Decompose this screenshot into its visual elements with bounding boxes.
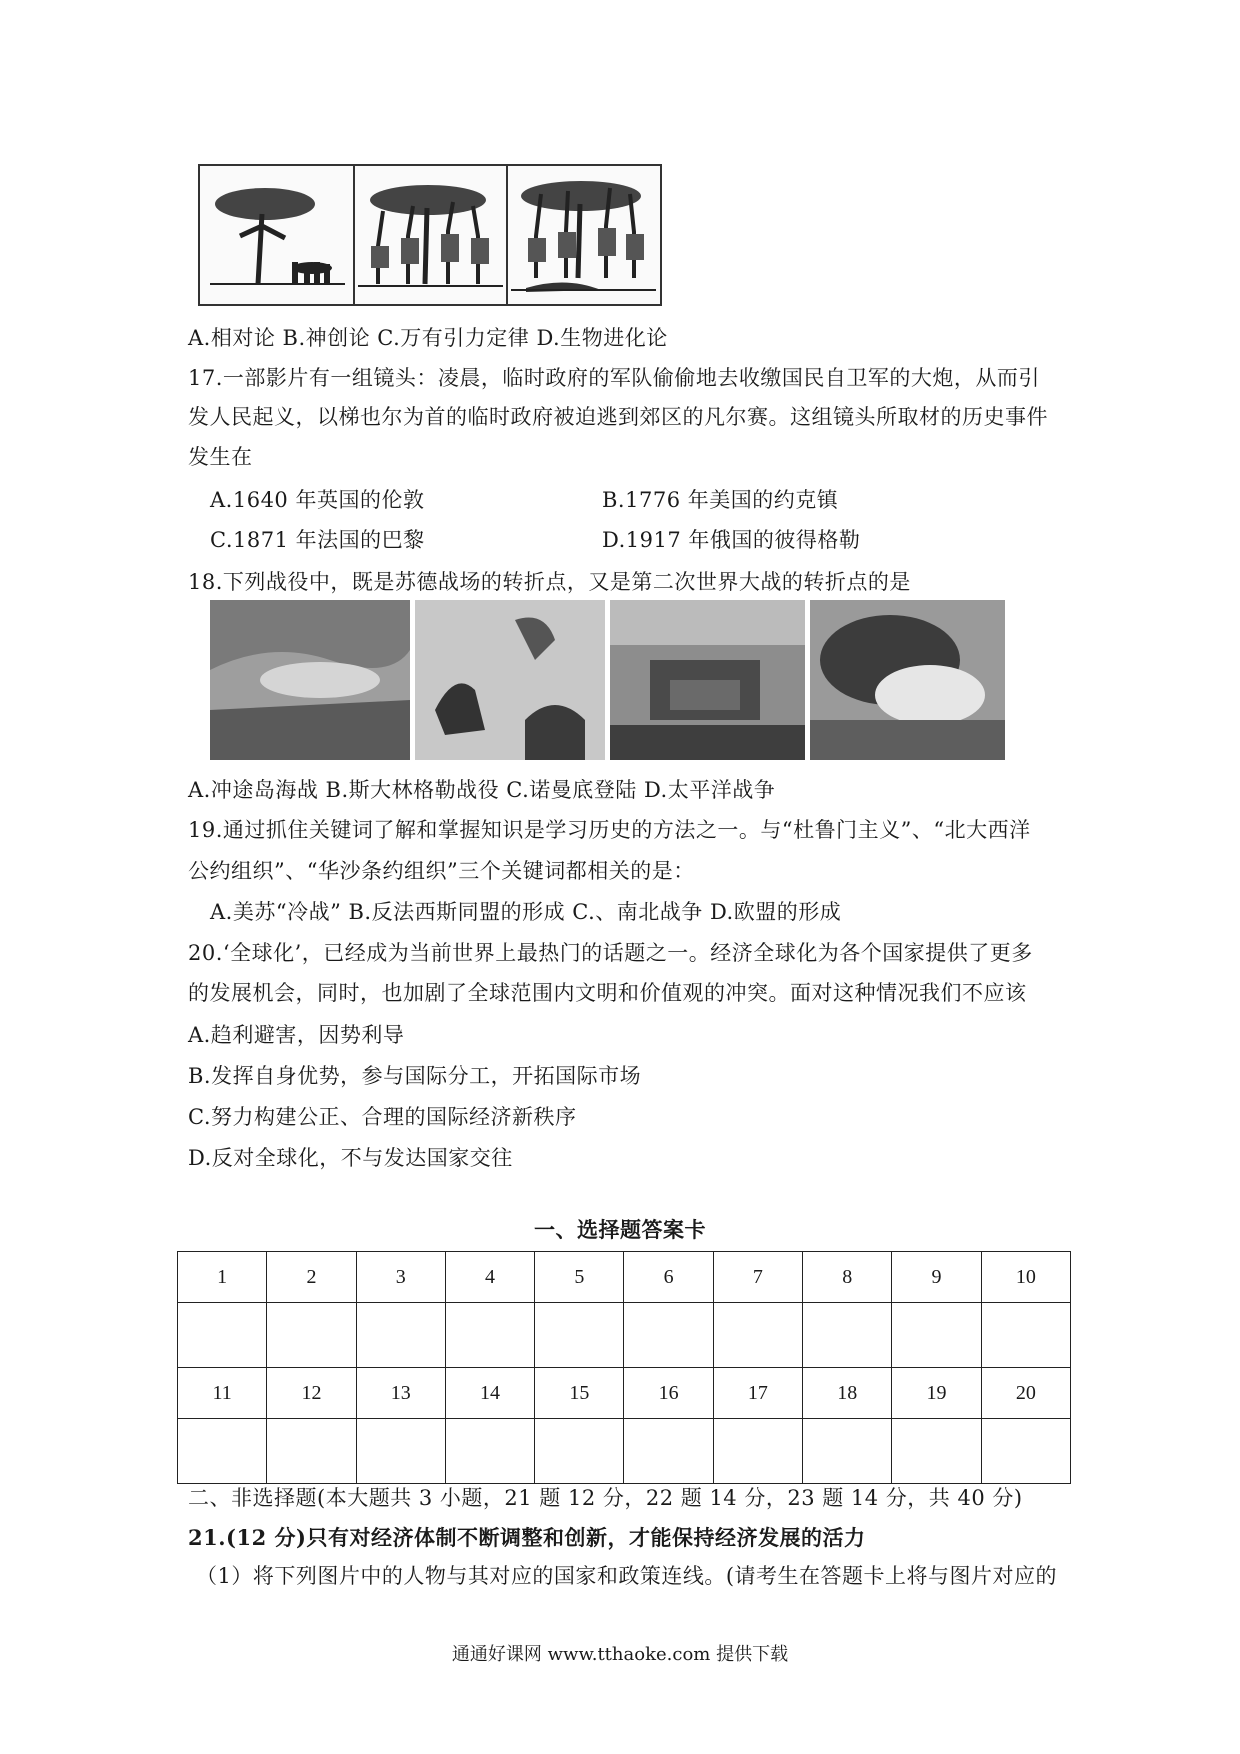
- battle-photo-4: [810, 600, 1005, 760]
- q21-subquestion-1: （1）将下列图片中的人物与其对应的国家和政策连线。(请考生在答题卡上将与图片对应的: [196, 1564, 1058, 1588]
- q20-option-b: B.发挥自身优势，参与国际分工，开拓国际市场: [188, 1064, 642, 1088]
- question-number-cell: 11: [178, 1368, 267, 1419]
- battle-photo-1: [210, 600, 410, 760]
- q21-title: 21.(12 分)只有对经济体制不断调整和创新，才能保持经济发展的活力: [188, 1525, 866, 1550]
- q17-option-a: A.1640 年英国的伦敦: [210, 488, 425, 512]
- battle-photos: [210, 600, 1005, 760]
- q19-options: A.美苏“冷战” B.反法西斯同盟的形成 C.、南北战争 D.欧盟的形成: [210, 900, 842, 924]
- figure-panel-1: [200, 166, 355, 304]
- figure-panel-2: [353, 166, 508, 304]
- tree-giraffes-illustration: [353, 166, 506, 304]
- answer-cell[interactable]: [892, 1303, 981, 1368]
- answer-cell[interactable]: [178, 1303, 267, 1368]
- answer-cell[interactable]: [713, 1419, 802, 1484]
- question-number-cell: 10: [981, 1252, 1070, 1303]
- q20-stem-line1: 20.‘全球化’，已经成为当前世界上最热门的话题之一。经济全球化为各个国家提供了更多: [188, 941, 1033, 965]
- answer-number-row: [178, 1368, 1071, 1419]
- q16-options: A.相对论 B.神创论 C.万有引力定律 D.生物进化论: [188, 326, 668, 350]
- answer-cell[interactable]: [178, 1419, 267, 1484]
- q17-stem-line2: 发人民起义，以梯也尔为首的临时政府被迫逃到郊区的凡尔赛。这组镜头所取材的历史事件: [188, 405, 1048, 429]
- q18-options: A.冲途岛海战 B.斯大林格勒战役 C.诺曼底登陆 D.太平洋战争: [188, 778, 776, 802]
- q20-option-c: C.努力构建公正、合理的国际经济新秩序: [188, 1105, 577, 1129]
- evolution-figure: [198, 164, 662, 306]
- q20-option-d: D.反对全球化，不与发达国家交往: [188, 1146, 513, 1170]
- answer-cell[interactable]: [356, 1419, 445, 1484]
- page-footer: 通通好课网 www.tthaoke.com 提供下载: [451, 1644, 789, 1665]
- q19-stem-line2: 公约组织”、“华沙条约组织”三个关键词都相关的是：: [188, 859, 695, 883]
- q17-stem-line3: 发生在: [188, 445, 253, 469]
- question-number-cell: 1: [178, 1252, 267, 1303]
- answer-cell[interactable]: [267, 1303, 356, 1368]
- question-number-cell: 9: [892, 1252, 981, 1303]
- question-number-cell: 5: [535, 1252, 624, 1303]
- answer-cell[interactable]: [803, 1419, 892, 1484]
- answer-cell[interactable]: [981, 1419, 1070, 1484]
- question-number-cell: 15: [535, 1368, 624, 1419]
- answer-blank-row: [178, 1419, 1071, 1484]
- answer-cell[interactable]: [624, 1419, 713, 1484]
- figure-panel-3: [506, 166, 660, 304]
- q17-option-b: B.1776 年美国的约克镇: [602, 488, 839, 512]
- q17-option-c: C.1871 年法国的巴黎: [210, 528, 425, 552]
- part2-heading: 二、非选择题(本大题共 3 小题，21 题 12 分，22 题 14 分，23 题 14 分，共 40 分): [188, 1486, 1023, 1510]
- battle-photo-2: [415, 600, 605, 760]
- answer-cell[interactable]: [713, 1303, 802, 1368]
- question-number-cell: 6: [624, 1252, 713, 1303]
- q17-stem-line1: 17.一部影片有一组镜头：凌晨，临时政府的军队偷偷地去收缴国民自卫军的大炮，从而引: [188, 366, 1040, 390]
- answer-cell[interactable]: [356, 1303, 445, 1368]
- answer-card-title: 一、选择题答案卡: [534, 1217, 706, 1242]
- question-number-cell: 20: [981, 1368, 1070, 1419]
- question-number-cell: 4: [445, 1252, 534, 1303]
- q20-stem-line2: 的发展机会，同时，也加剧了全球范围内文明和价值观的冲突。面对这种情况我们不应该: [188, 981, 1027, 1005]
- answer-cell[interactable]: [803, 1303, 892, 1368]
- question-number-cell: 18: [803, 1368, 892, 1419]
- battle-photo-3: [610, 600, 805, 760]
- answer-cell[interactable]: [981, 1303, 1070, 1368]
- question-number-cell: 2: [267, 1252, 356, 1303]
- q17-option-d: D.1917 年俄国的彼得格勒: [602, 528, 861, 552]
- question-number-cell: 16: [624, 1368, 713, 1419]
- answer-card-table: [177, 1251, 1071, 1484]
- question-number-cell: 14: [445, 1368, 534, 1419]
- question-number-cell: 17: [713, 1368, 802, 1419]
- tall-giraffes-illustration: [506, 166, 660, 304]
- question-number-cell: 13: [356, 1368, 445, 1419]
- question-number-cell: 3: [356, 1252, 445, 1303]
- answer-cell[interactable]: [624, 1303, 713, 1368]
- answer-cell[interactable]: [535, 1419, 624, 1484]
- q20-option-a: A.趋利避害，因势利导: [188, 1023, 405, 1047]
- tree-short-animals-illustration: [200, 166, 353, 304]
- answer-cell[interactable]: [535, 1303, 624, 1368]
- q19-stem-line1: 19.通过抓住关键词了解和掌握知识是学习历史的方法之一。与“杜鲁门主义”、“北大西洋: [188, 818, 1031, 842]
- question-number-cell: 19: [892, 1368, 981, 1419]
- answer-cell[interactable]: [445, 1419, 534, 1484]
- answer-cell[interactable]: [267, 1419, 356, 1484]
- answer-cell[interactable]: [445, 1303, 534, 1368]
- q18-stem: 18.下列战役中，既是苏德战场的转折点，又是第二次世界大战的转折点的是: [188, 570, 911, 594]
- answer-number-row: [178, 1252, 1071, 1303]
- question-number-cell: 7: [713, 1252, 802, 1303]
- question-number-cell: 12: [267, 1368, 356, 1419]
- answer-blank-row: [178, 1303, 1071, 1368]
- question-number-cell: 8: [803, 1252, 892, 1303]
- answer-cell[interactable]: [892, 1419, 981, 1484]
